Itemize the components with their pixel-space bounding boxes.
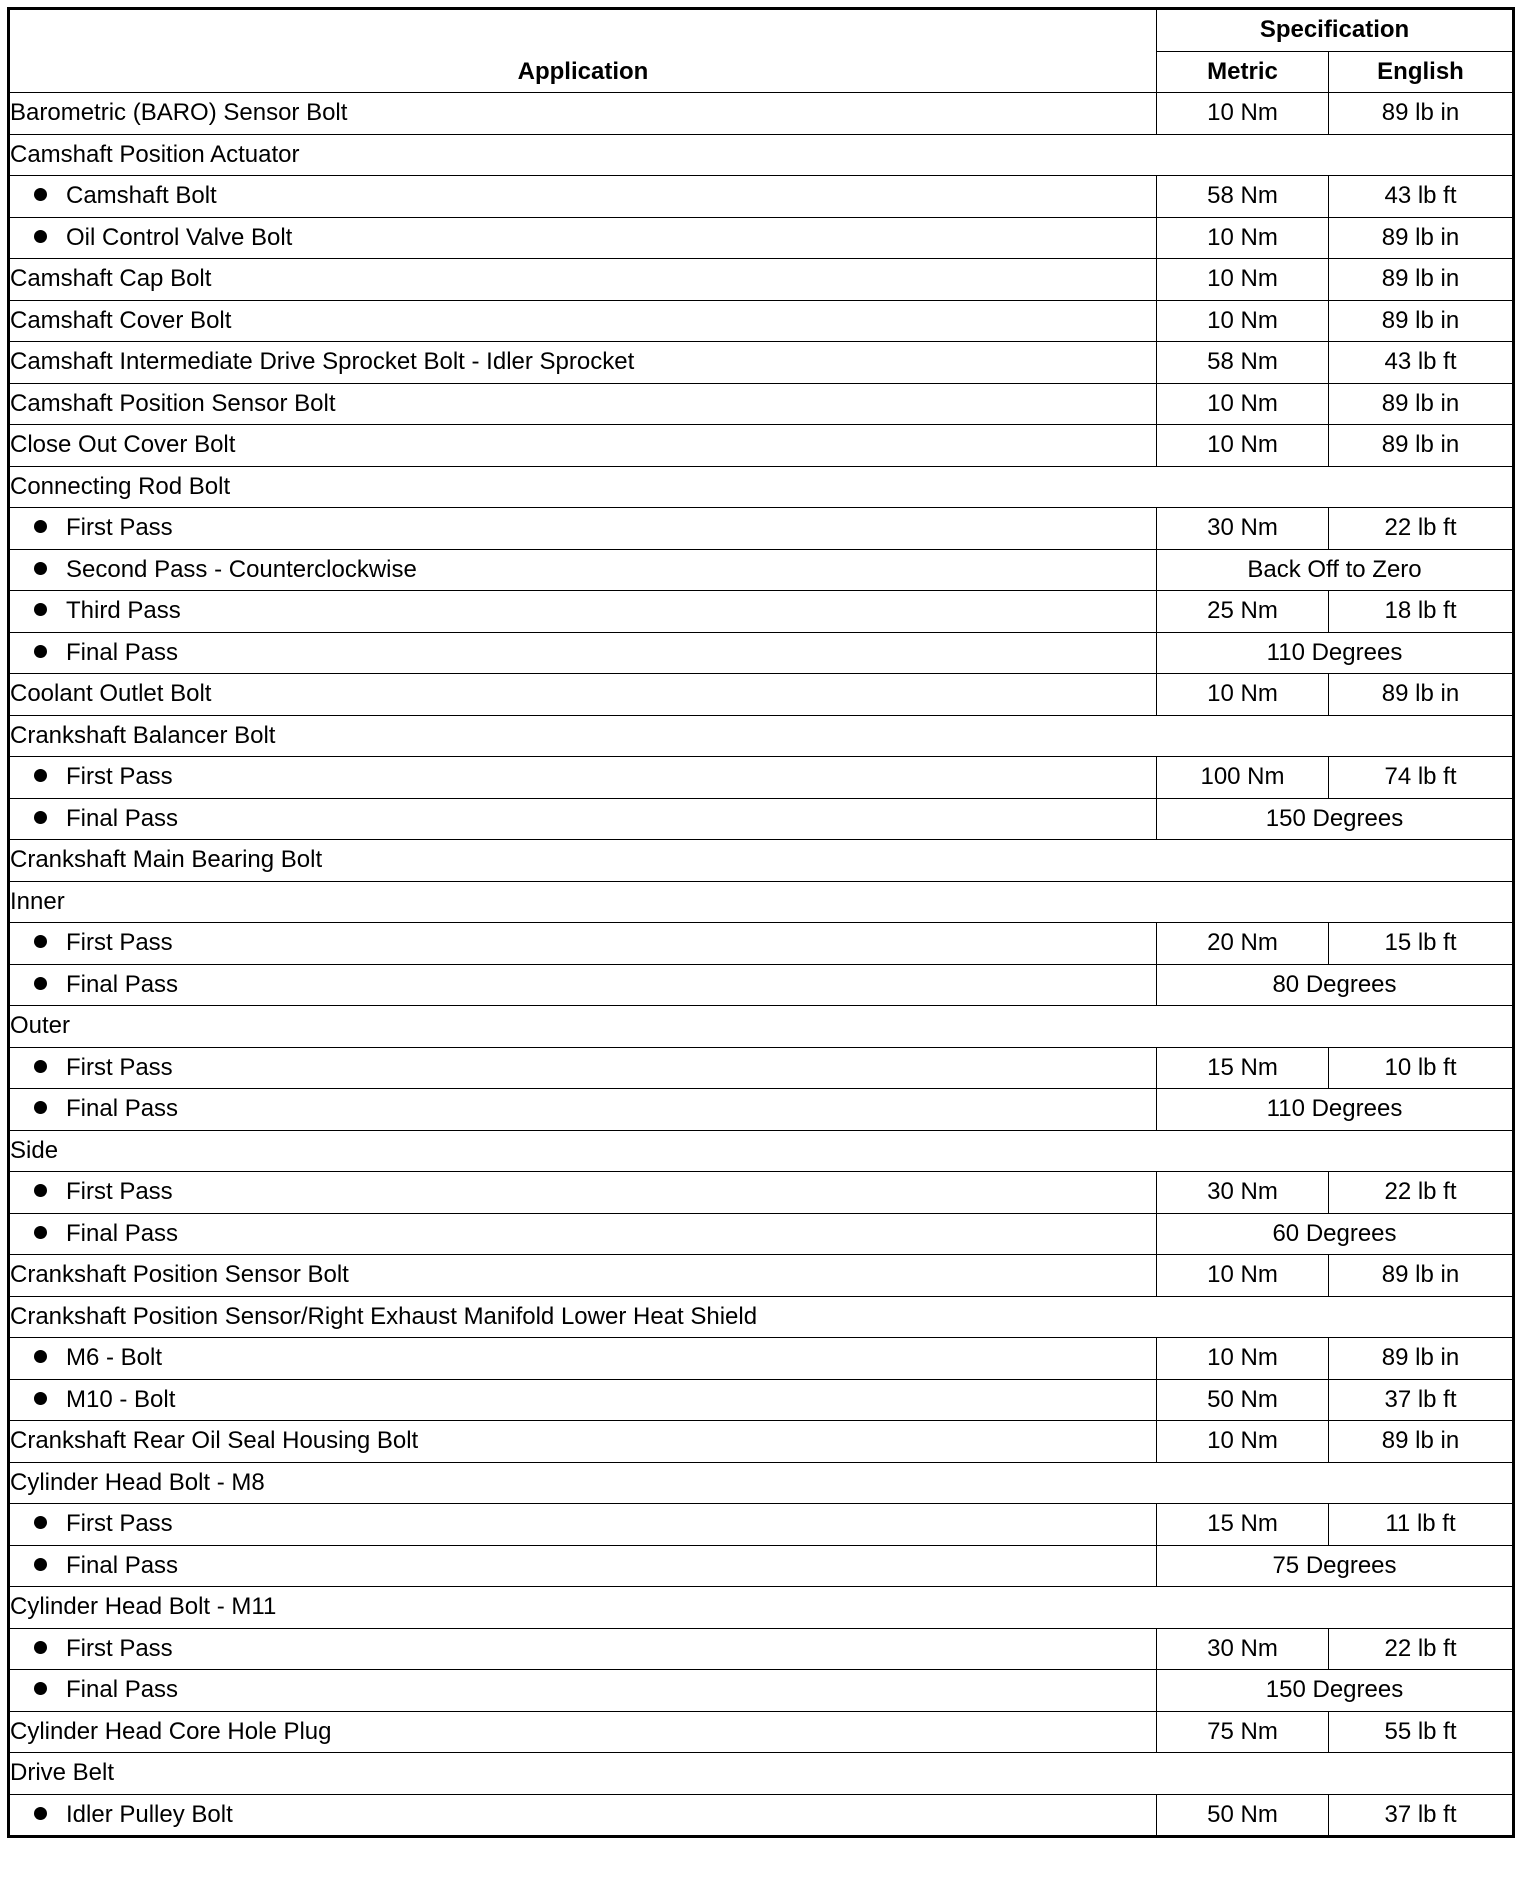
table-row — [9, 383, 1514, 425]
application-label: First Pass — [66, 1178, 173, 1206]
english-cell: 89 lb in — [1329, 425, 1514, 467]
application-label: Crankshaft Rear Oil Seal Housing Bolt — [10, 1427, 419, 1455]
application-label: Second Pass - Counterclockwise — [66, 555, 417, 583]
bullet-icon — [34, 562, 47, 575]
english-cell: 74 lb ft — [1329, 757, 1514, 799]
metric-cell: 50 Nm — [1157, 1379, 1329, 1421]
application-cell — [9, 1462, 1514, 1504]
application-cell — [9, 1172, 1157, 1214]
application-cell — [9, 964, 1157, 1006]
table-row — [9, 1504, 1514, 1546]
table-row — [9, 1421, 1514, 1463]
application-label: Crankshaft Balancer Bolt — [10, 721, 276, 749]
metric-cell: 10 Nm — [1157, 217, 1329, 259]
table-row — [9, 93, 1514, 135]
table-row — [9, 1379, 1514, 1421]
application-label: First Pass — [66, 763, 173, 791]
application-label: Cylinder Head Bolt - M8 — [10, 1468, 265, 1496]
application-label: First Pass — [66, 1053, 173, 1081]
application-label: Crankshaft Position Sensor Bolt — [10, 1261, 349, 1289]
header-english: English — [1329, 51, 1514, 93]
application-cell — [9, 1587, 1514, 1629]
bullet-icon — [34, 603, 47, 616]
group-row — [9, 881, 1514, 923]
application-cell — [9, 798, 1157, 840]
bullet-icon — [34, 1060, 47, 1073]
application-cell — [9, 93, 1157, 135]
table-header — [9, 9, 1514, 93]
bullet-icon — [34, 1392, 47, 1405]
group-row — [9, 840, 1514, 882]
table-row — [9, 425, 1514, 467]
metric-cell: 15 Nm — [1157, 1504, 1329, 1546]
bullet-icon — [34, 1184, 47, 1197]
group-row — [9, 1753, 1514, 1795]
application-cell — [9, 923, 1157, 965]
application-cell — [9, 383, 1157, 425]
english-cell: 18 lb ft — [1329, 591, 1514, 633]
bullet-icon — [34, 1641, 47, 1654]
torque-spec-table — [7, 7, 1515, 1838]
metric-cell: 100 Nm — [1157, 757, 1329, 799]
application-cell — [9, 840, 1514, 882]
table-row — [9, 674, 1514, 716]
group-row — [9, 134, 1514, 176]
application-label: First Pass — [66, 1634, 173, 1662]
application-label: M10 - Bolt — [66, 1385, 176, 1413]
application-label: Side — [10, 1136, 59, 1164]
bullet-icon — [34, 769, 47, 782]
english-cell: 43 lb ft — [1329, 176, 1514, 218]
bullet-icon — [34, 1558, 47, 1571]
table-row — [9, 1213, 1514, 1255]
application-label: First Pass — [66, 514, 173, 542]
bullet-icon — [34, 1807, 47, 1820]
english-cell: 89 lb in — [1329, 1338, 1514, 1380]
application-label: Oil Control Valve Bolt — [66, 223, 293, 251]
table-body — [9, 93, 1514, 1837]
english-cell: 22 lb ft — [1329, 508, 1514, 550]
english-cell: 89 lb in — [1329, 674, 1514, 716]
metric-cell: 10 Nm — [1157, 674, 1329, 716]
application-cell — [9, 1504, 1157, 1546]
english-cell: 11 lb ft — [1329, 1504, 1514, 1546]
application-cell — [9, 342, 1157, 384]
spec-value-cell: 75 Degrees — [1157, 1545, 1514, 1587]
metric-cell: 10 Nm — [1157, 1255, 1329, 1297]
metric-cell: 30 Nm — [1157, 1628, 1329, 1670]
bullet-icon — [34, 188, 47, 201]
header-specification: Specification — [1157, 9, 1514, 52]
application-cell — [9, 757, 1157, 799]
application-cell — [9, 881, 1514, 923]
application-cell — [9, 1130, 1514, 1172]
table-row — [9, 757, 1514, 799]
application-label: First Pass — [66, 929, 173, 957]
metric-cell: 10 Nm — [1157, 300, 1329, 342]
spec-value-cell: 150 Degrees — [1157, 1670, 1514, 1712]
english-cell: 89 lb in — [1329, 93, 1514, 135]
application-cell — [9, 632, 1157, 674]
bullet-icon — [34, 1516, 47, 1529]
application-label: Camshaft Bolt — [66, 182, 217, 210]
table-row — [9, 1172, 1514, 1214]
application-label: Camshaft Position Sensor Bolt — [10, 389, 336, 417]
application-label: Crankshaft Main Bearing Bolt — [10, 846, 323, 874]
bullet-icon — [34, 520, 47, 533]
table-row — [9, 259, 1514, 301]
group-row — [9, 715, 1514, 757]
application-label: Cylinder Head Bolt - M11 — [10, 1593, 277, 1621]
group-row — [9, 1587, 1514, 1629]
application-cell — [9, 1379, 1157, 1421]
spec-value-cell: 110 Degrees — [1157, 1089, 1514, 1131]
application-label: Cylinder Head Core Hole Plug — [10, 1717, 332, 1745]
table-row — [9, 923, 1514, 965]
bullet-icon — [34, 935, 47, 948]
application-cell — [9, 176, 1157, 218]
application-label: Coolant Outlet Bolt — [10, 680, 212, 708]
application-label: Outer — [10, 1012, 71, 1040]
table-row — [9, 1338, 1514, 1380]
bullet-icon — [34, 645, 47, 658]
application-label: Crankshaft Position Sensor/Right Exhaust Manifold Lower Heat Shield — [10, 1302, 758, 1330]
metric-cell: 15 Nm — [1157, 1047, 1329, 1089]
application-label: Final Pass — [66, 970, 179, 998]
application-cell — [9, 300, 1157, 342]
table-row — [9, 1794, 1514, 1837]
metric-cell: 10 Nm — [1157, 383, 1329, 425]
group-row — [9, 466, 1514, 508]
application-cell — [9, 134, 1514, 176]
bullet-icon — [34, 230, 47, 243]
english-cell: 22 lb ft — [1329, 1628, 1514, 1670]
english-cell: 89 lb in — [1329, 1421, 1514, 1463]
metric-cell: 58 Nm — [1157, 342, 1329, 384]
application-label: Final Pass — [66, 804, 179, 832]
table-row — [9, 591, 1514, 633]
table-row — [9, 964, 1514, 1006]
application-cell — [9, 1794, 1157, 1837]
application-cell — [9, 425, 1157, 467]
application-cell — [9, 1213, 1157, 1255]
table-row — [9, 1089, 1514, 1131]
table-row — [9, 1545, 1514, 1587]
table-row — [9, 1255, 1514, 1297]
application-cell — [9, 1628, 1157, 1670]
group-row — [9, 1130, 1514, 1172]
spec-value-cell: 110 Degrees — [1157, 632, 1514, 674]
spec-value-cell: 60 Degrees — [1157, 1213, 1514, 1255]
metric-cell: 20 Nm — [1157, 923, 1329, 965]
application-label: Idler Pulley Bolt — [66, 1800, 233, 1828]
application-cell — [9, 1006, 1514, 1048]
english-cell: 37 lb ft — [1329, 1379, 1514, 1421]
application-cell — [9, 1338, 1157, 1380]
application-label: Final Pass — [66, 1095, 179, 1123]
application-cell — [9, 259, 1157, 301]
application-label: Third Pass — [66, 597, 181, 625]
table-row — [9, 508, 1514, 550]
header-application: Application — [9, 9, 1157, 93]
application-label: Drive Belt — [10, 1759, 115, 1787]
english-cell: 89 lb in — [1329, 300, 1514, 342]
metric-cell: 10 Nm — [1157, 259, 1329, 301]
table-row — [9, 300, 1514, 342]
application-cell — [9, 1047, 1157, 1089]
application-label: Inner — [10, 887, 65, 915]
metric-cell: 50 Nm — [1157, 1794, 1329, 1837]
application-label: Close Out Cover Bolt — [10, 431, 236, 459]
table-row — [9, 176, 1514, 218]
metric-cell: 25 Nm — [1157, 591, 1329, 633]
english-cell: 89 lb in — [1329, 1255, 1514, 1297]
english-cell: 89 lb in — [1329, 383, 1514, 425]
english-cell: 89 lb in — [1329, 217, 1514, 259]
table-row — [9, 1628, 1514, 1670]
english-cell: 10 lb ft — [1329, 1047, 1514, 1089]
metric-cell: 30 Nm — [1157, 1172, 1329, 1214]
application-label: Final Pass — [66, 638, 179, 666]
group-row — [9, 1296, 1514, 1338]
bullet-icon — [34, 1101, 47, 1114]
table-row — [9, 1670, 1514, 1712]
metric-cell: 10 Nm — [1157, 1338, 1329, 1380]
table-row — [9, 549, 1514, 591]
application-cell — [9, 674, 1157, 716]
application-label: M6 - Bolt — [66, 1344, 163, 1372]
metric-cell: 75 Nm — [1157, 1711, 1329, 1753]
application-cell — [9, 466, 1514, 508]
application-cell — [9, 1670, 1157, 1712]
group-row — [9, 1462, 1514, 1504]
metric-cell: 30 Nm — [1157, 508, 1329, 550]
metric-cell: 10 Nm — [1157, 425, 1329, 467]
table-row — [9, 798, 1514, 840]
application-cell — [9, 1296, 1514, 1338]
application-label: Final Pass — [66, 1219, 179, 1247]
application-label: Camshaft Cap Bolt — [10, 265, 212, 293]
application-label: First Pass — [66, 1510, 173, 1538]
application-label: Final Pass — [66, 1676, 179, 1704]
application-cell — [9, 508, 1157, 550]
application-label: Camshaft Intermediate Drive Sprocket Bolt - Idler Sprocket — [10, 348, 635, 376]
table-row — [9, 632, 1514, 674]
english-cell: 15 lb ft — [1329, 923, 1514, 965]
english-cell: 43 lb ft — [1329, 342, 1514, 384]
table-row — [9, 217, 1514, 259]
application-cell — [9, 549, 1157, 591]
bullet-icon — [34, 977, 47, 990]
application-cell — [9, 591, 1157, 633]
application-cell — [9, 1255, 1157, 1297]
application-label: Final Pass — [66, 1551, 179, 1579]
table-row — [9, 1047, 1514, 1089]
english-cell: 22 lb ft — [1329, 1172, 1514, 1214]
application-cell — [9, 1711, 1157, 1753]
table-row — [9, 342, 1514, 384]
english-cell: 89 lb in — [1329, 259, 1514, 301]
english-cell: 37 lb ft — [1329, 1794, 1514, 1837]
bullet-icon — [34, 811, 47, 824]
application-cell — [9, 217, 1157, 259]
english-cell: 55 lb ft — [1329, 1711, 1514, 1753]
application-cell — [9, 1089, 1157, 1131]
application-label: Connecting Rod Bolt — [10, 472, 231, 500]
application-label: Barometric (BARO) Sensor Bolt — [10, 99, 348, 127]
group-row — [9, 1006, 1514, 1048]
metric-cell: 58 Nm — [1157, 176, 1329, 218]
table-row — [9, 1711, 1514, 1753]
metric-cell: 10 Nm — [1157, 1421, 1329, 1463]
application-label: Camshaft Cover Bolt — [10, 306, 232, 334]
application-cell — [9, 715, 1514, 757]
bullet-icon — [34, 1350, 47, 1363]
spec-value-cell: 80 Degrees — [1157, 964, 1514, 1006]
application-cell — [9, 1753, 1514, 1795]
bullet-icon — [34, 1682, 47, 1695]
bullet-icon — [34, 1226, 47, 1239]
header-metric: Metric — [1157, 51, 1329, 93]
spec-value-cell: 150 Degrees — [1157, 798, 1514, 840]
application-cell — [9, 1421, 1157, 1463]
application-cell — [9, 1545, 1157, 1587]
application-label: Camshaft Position Actuator — [10, 140, 300, 168]
metric-cell: 10 Nm — [1157, 93, 1329, 135]
spec-value-cell: Back Off to Zero — [1157, 549, 1514, 591]
